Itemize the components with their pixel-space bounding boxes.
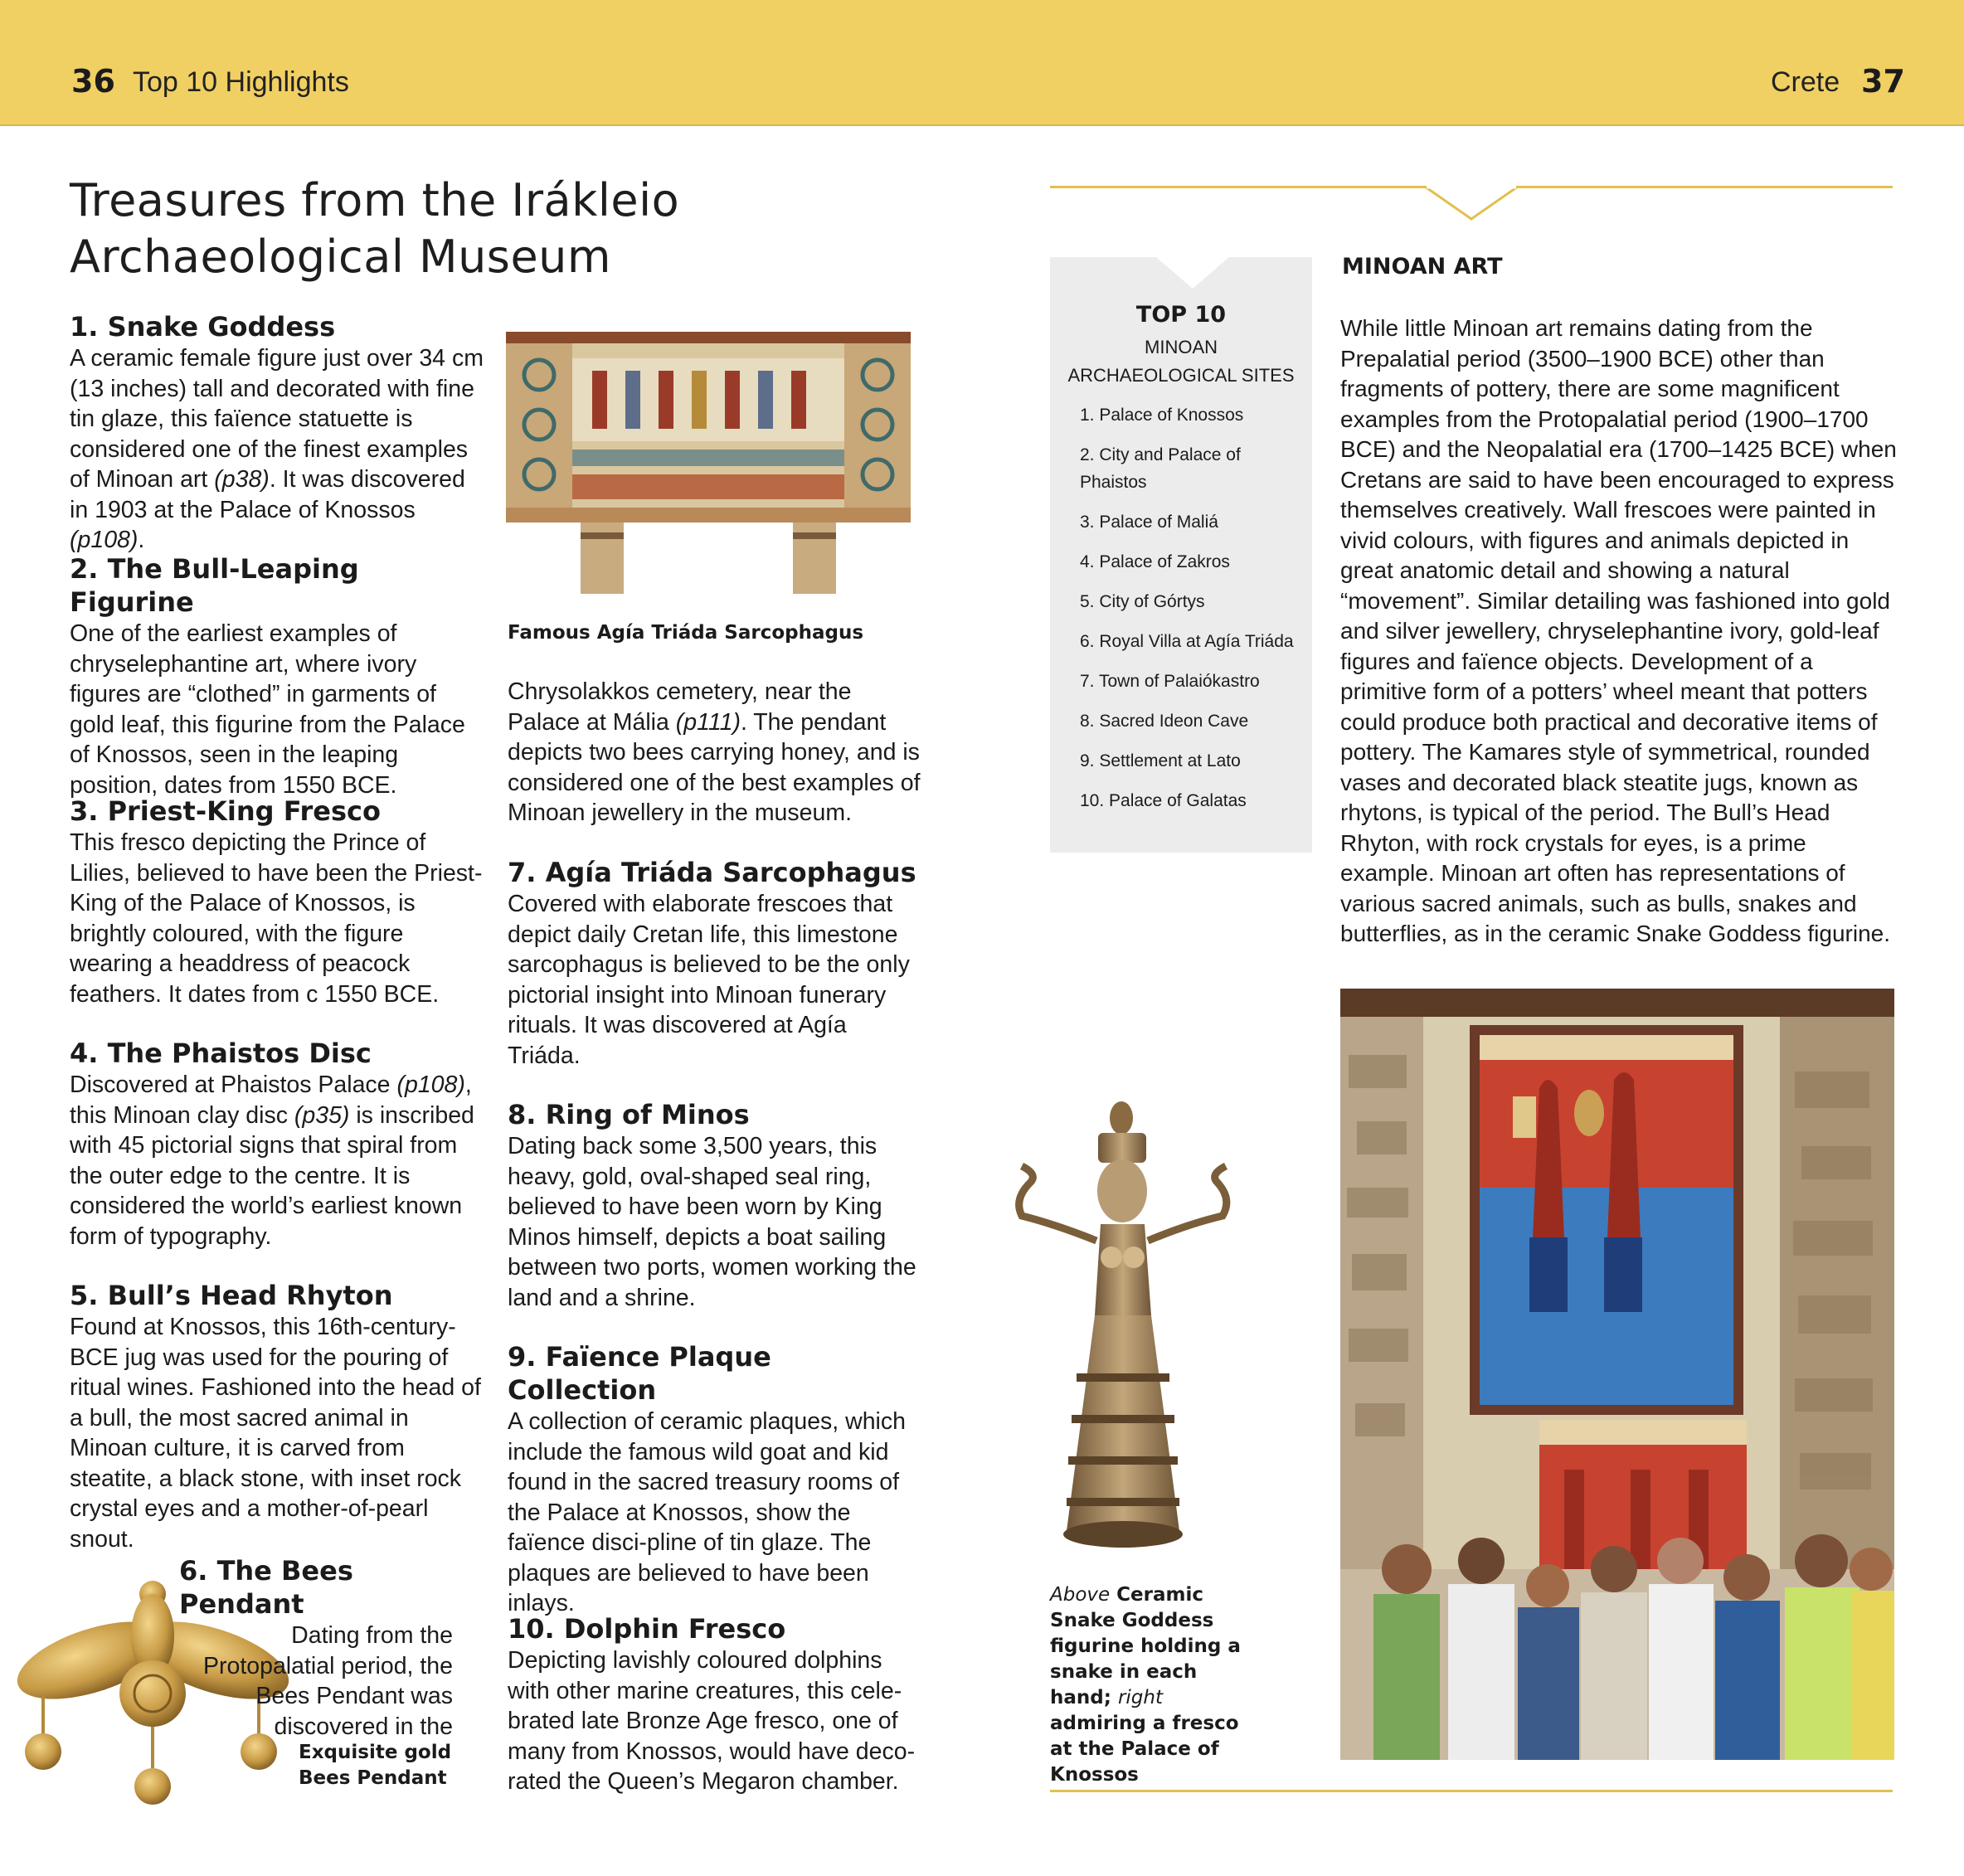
bottom-gold-rule [1050,1790,1893,1792]
top10-list-item: 4. Palace of Zakros [1080,552,1230,571]
top10-title: TOP 10 [1135,302,1227,328]
top10-list-item: 3. Palace of Maliá [1080,513,1218,532]
chevron-down-icon [1425,186,1518,221]
item-heading: 5. Bull’s Head Rhyton [70,1280,393,1311]
item-bees-pendant [179,1554,478,1742]
item-heading: 3. Priest-King Fresco [70,795,381,827]
left-page-number: 36 [71,63,115,100]
item-bees-pendant-continued [508,677,922,829]
item-dolphin-fresco [508,1612,922,1797]
minoan-art-heading: MINOAN ART [1342,254,1503,279]
item-heading: 1. Snake Goddess [70,311,336,343]
item-snake-goddess [70,310,484,556]
sarcophagus-photo [501,325,916,607]
item-heading: 6. The Bees Pendant [179,1555,353,1620]
caption-bees-pendant: Exquisite gold Bees Pendant [299,1742,452,1789]
item-body: One of the earliest examples of chryselephantine art, where ivory figures are “clothed” in garments of gold leaf, this figurine from the Palace of Knossos, seen in the leaping position, dates from 1550 BCE. [70,620,465,799]
right-page-number: 37 [1861,63,1905,100]
minoan-art-body: While little Minoan art remains dating from the Prepalatial period (3500–1900 BCE) other than fragments of pottery, there are some magnificent examples from the Protopalatial period (1900–1700 BCE) and the Neopalatial era (1700–1425 BCE) when Cretans are said to have been encouraged to express themselves creatively. Wall frescoes were painted in vivid colours, with figures and animals depicted in great anatomic detail and showing a natural “movement”. Similar detailing was fashioned into gold and silver jewellery, chryselephantine ivory, gold-leaf figures and faïence objects. Development of a primitive form of a potters’ wheel meant that potters could produce both practical and decorative items of pottery. The Kamares style of symmetrical, rounded vases and decorated black steatite jugs, known as rhytons, is typical of the period. The Bull’s Head Rhyton, with rock crystals for eyes, is a prime example. Minoan art often has representations of various sacred animals, such as bulls, snakes and butterflies, as in the ceramic Snake Goddess figurine. [1340,315,1897,946]
top10-list-item: 8. Sacred Ideon Cave [1080,712,1249,731]
item-heading: 7. Agía Triáda Sarcophagus [508,857,916,888]
top10-list-item: 2. City and Palace of Phaistos [1080,445,1241,492]
item-phaistos-disc [70,1037,484,1251]
page-title-line-1: Treasures from the Irákleio [70,174,680,226]
item-body: This fresco depicting the Prince of Lilies, believed to have been the Priest-King of the Palace of Knossos, is brightly coloured, with the figure wearing a headdress of peacock feathers. It dates from c 1550 BCE. [70,829,483,1008]
top10-list [1080,401,1304,827]
item-heading: 10. Dolphin Fresco [508,1613,786,1645]
caption-sarcophagus: Famous Agía Triáda Sarcophagus [508,622,864,644]
snake-goddess-photo [1005,1100,1254,1566]
item-heading: 4. The Phaistos Disc [70,1038,372,1069]
item-heading: 2. The Bull-Leaping Figurine [70,553,359,618]
item-body: A collection of ceramic plaques, which include the famous wild goat and kid found in the sacred treasury rooms of the Palace at Knossos, show the faïence disci-pline of tin glaze. The plaques are believed to have been inlays. [508,1408,906,1616]
item-ring-of-minos [508,1098,922,1313]
item-body-continued: Chrysolakkos cemetery, near the Palace at Mália (p111). The pendant depicts two bees carrying honey, and is considered one of the best examples of Minoan jewellery in the museum. [508,678,921,826]
item-body: A ceramic female figure just over 34 cm (13 inches) tall and decorated with fine tin glaze, this faïence statuette is considered one of the finest examples of Minoan art (p38). It was discovered in 1903 at the Palace of Knossos (p108). [70,345,484,553]
item-body: Depicting lavishly coloured dolphins with other marine creatures, this cele-brated late Bronze Age fresco, one of many from Knossos, would have deco-rated the Queen’s Megaron chamber. [508,1647,916,1795]
item-faience-plaque-collection [508,1340,922,1619]
knossos-fresco-photo [1340,989,1894,1760]
item-heading: 9. Faïence Plaque Collection [508,1341,771,1406]
item-agia-triada-sarcophagus [508,856,922,1071]
sidebar-notch [1156,257,1229,289]
item-bulls-head-rhyton [70,1279,484,1554]
item-bull-leaping-figurine [70,552,484,800]
top10-list-item: 10. Palace of Galatas [1080,791,1247,810]
caption-snake-goddess-and-fresco: Above Ceramic Snake Goddess figurine holding a snake in each hand; right admiring a fresco at the Palace of Knossos [1050,1584,1241,1786]
item-body-start: Dating from the Protopalatial period, the Bees Pendant was discovered in the [202,1622,453,1740]
top10-list-item: 5. City of Górtys [1080,592,1205,611]
left-running-title: Top 10 Highlights [133,66,349,98]
right-running-title: Crete [1771,66,1840,98]
page-title-line-2: Archaeological Museum [70,231,611,283]
item-priest-king-fresco [70,795,484,1009]
item-body: Dating back some 3,500 years, this heavy, gold, oval-shaped seal ring, believed to have been worn by King Minos himself, depicts a boat sailing between two ports, women working the land and a shrine. [508,1133,916,1311]
item-body: Discovered at Phaistos Palace (p108), this Minoan clay disc (p35) is inscribed with 45 pictorial signs that spiral from the outer edge to the centre. It is considered the world’s earliest known form of typography. [70,1072,474,1250]
page-header-band [0,0,1964,126]
page-title [70,173,965,285]
top10-list-item: 1. Palace of Knossos [1080,406,1244,425]
top10-list-item: 7. Town of Palaiókastro [1080,672,1260,691]
item-body: Found at Knossos, this 16th-century-BCE jug was used for the pouring of ritual wines. Fashioned into the head of a bull, the most sacred animal in Minoan culture, it is carved from steatite, a black stone, with inset rock crystal eyes and a mother-of-pearl snout. [70,1314,481,1553]
item-body: Covered with elaborate frescoes that depict daily Cretan life, this limestone sarcophagus is believed to be the only pictorial insight into Minoan funerary rituals. It was discovered at Agía Triáda. [508,891,910,1069]
top10-subtitle: MINOAN ARCHAEOLOGICAL SITES [1067,337,1295,386]
top10-list-item: 6. Royal Villa at Agía Triáda [1080,632,1294,651]
item-heading: 8. Ring of Minos [508,1099,750,1130]
top10-list-item: 9. Settlement at Lato [1080,751,1241,770]
